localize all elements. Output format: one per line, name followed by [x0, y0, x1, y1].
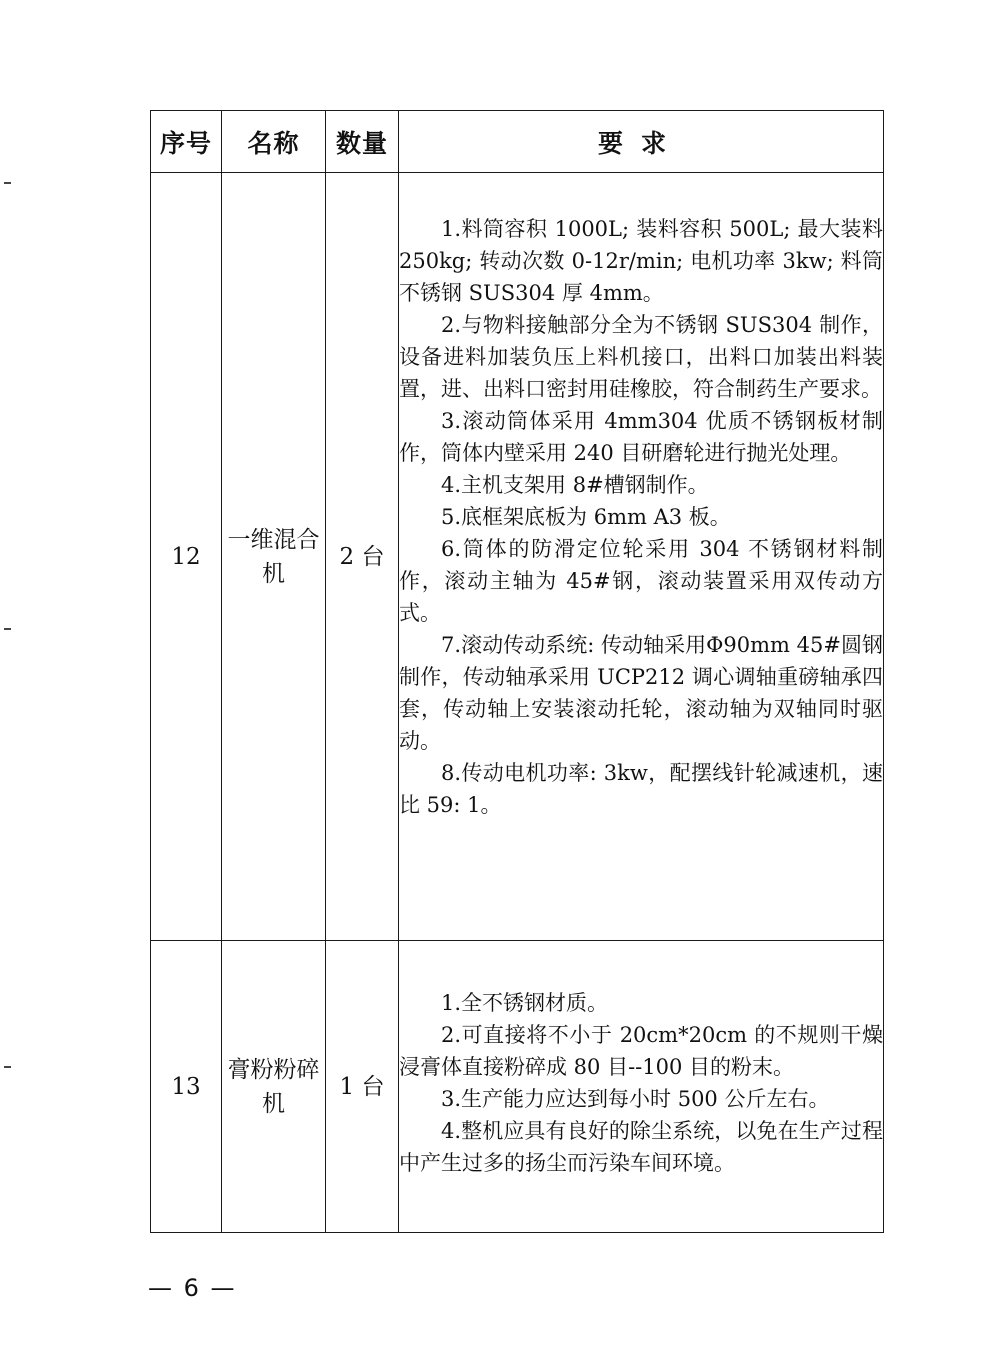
- requirement-item: 7.滚动传动系统: 传动轴采用Φ90mm 45#圆钢制作，传动轴承采用 UCP212 调心调轴重磅轴承四套，传动轴上安装滚动托轮，滚动轴为双轴同时驱动。: [399, 633, 883, 753]
- row-name: 一维混合机: [222, 173, 326, 941]
- row-requirements: [399, 173, 884, 941]
- row-index: 13: [151, 941, 222, 1233]
- row-quantity: 1 台: [326, 941, 399, 1233]
- row-index: 12: [151, 173, 222, 941]
- row-name: 膏粉粉碎机: [222, 941, 326, 1233]
- header-index: 序号: [151, 111, 222, 173]
- equipment-spec-table: [150, 110, 884, 1233]
- requirement-item: 2.可直接将不小于 20cm*20cm 的不规则干燥浸膏体直接粉碎成 80 目--100 目的粉末。: [399, 1023, 883, 1079]
- binding-mark: [4, 1066, 11, 1068]
- header-requirements: [399, 111, 884, 173]
- requirement-item: 4.主机支架用 8#槽钢制作。: [441, 473, 709, 497]
- requirement-item: 1.料筒容积 1000L; 装料容积 500L; 最大装料 250kg; 转动次数 0-12r/min; 电机功率 3kw; 料筒不锈钢 SUS304 厚 4mm。: [399, 217, 883, 305]
- requirement-item: 3.生产能力应达到每小时 500 公斤左右。: [441, 1087, 830, 1111]
- requirement-item: 1.全不锈钢材质。: [441, 991, 609, 1015]
- page-number: — 6 —: [148, 1274, 237, 1302]
- requirement-item: 5.底框架底板为 6mm A3 板。: [441, 505, 731, 529]
- row-quantity: 2 台: [326, 173, 399, 941]
- table-header-row: [151, 111, 884, 173]
- requirement-item: 3.滚动筒体采用 4mm304 优质不锈钢板材制作，筒体内壁采用 240 目研磨轮进行抛光处理。: [399, 409, 883, 465]
- header-quantity: 数量: [326, 111, 399, 173]
- requirement-item: 4.整机应具有良好的除尘系统，以免在生产过程中产生过多的扬尘而污染车间环境。: [399, 1119, 883, 1175]
- row-requirements: [399, 941, 884, 1233]
- binding-mark: [4, 182, 11, 184]
- requirement-item: 2.与物料接触部分全为不锈钢 SUS304 制作，设备进料加装负压上料机接口，出料口加装出料装置，进、出料口密封用硅橡胶，符合制药生产要求。: [399, 313, 883, 401]
- binding-mark: [4, 628, 11, 630]
- table-row: [151, 173, 884, 941]
- requirement-item: 6.筒体的防滑定位轮采用 304 不锈钢材料制作，滚动主轴为 45#钢，滚动装置采用双传动方式。: [399, 537, 883, 625]
- header-requirements-label: 要求: [597, 128, 684, 158]
- header-name: 名称: [222, 111, 326, 173]
- requirement-item: 8.传动电机功率: 3kw，配摆线针轮减速机，速比 59: 1。: [399, 761, 883, 817]
- table-row: [151, 941, 884, 1233]
